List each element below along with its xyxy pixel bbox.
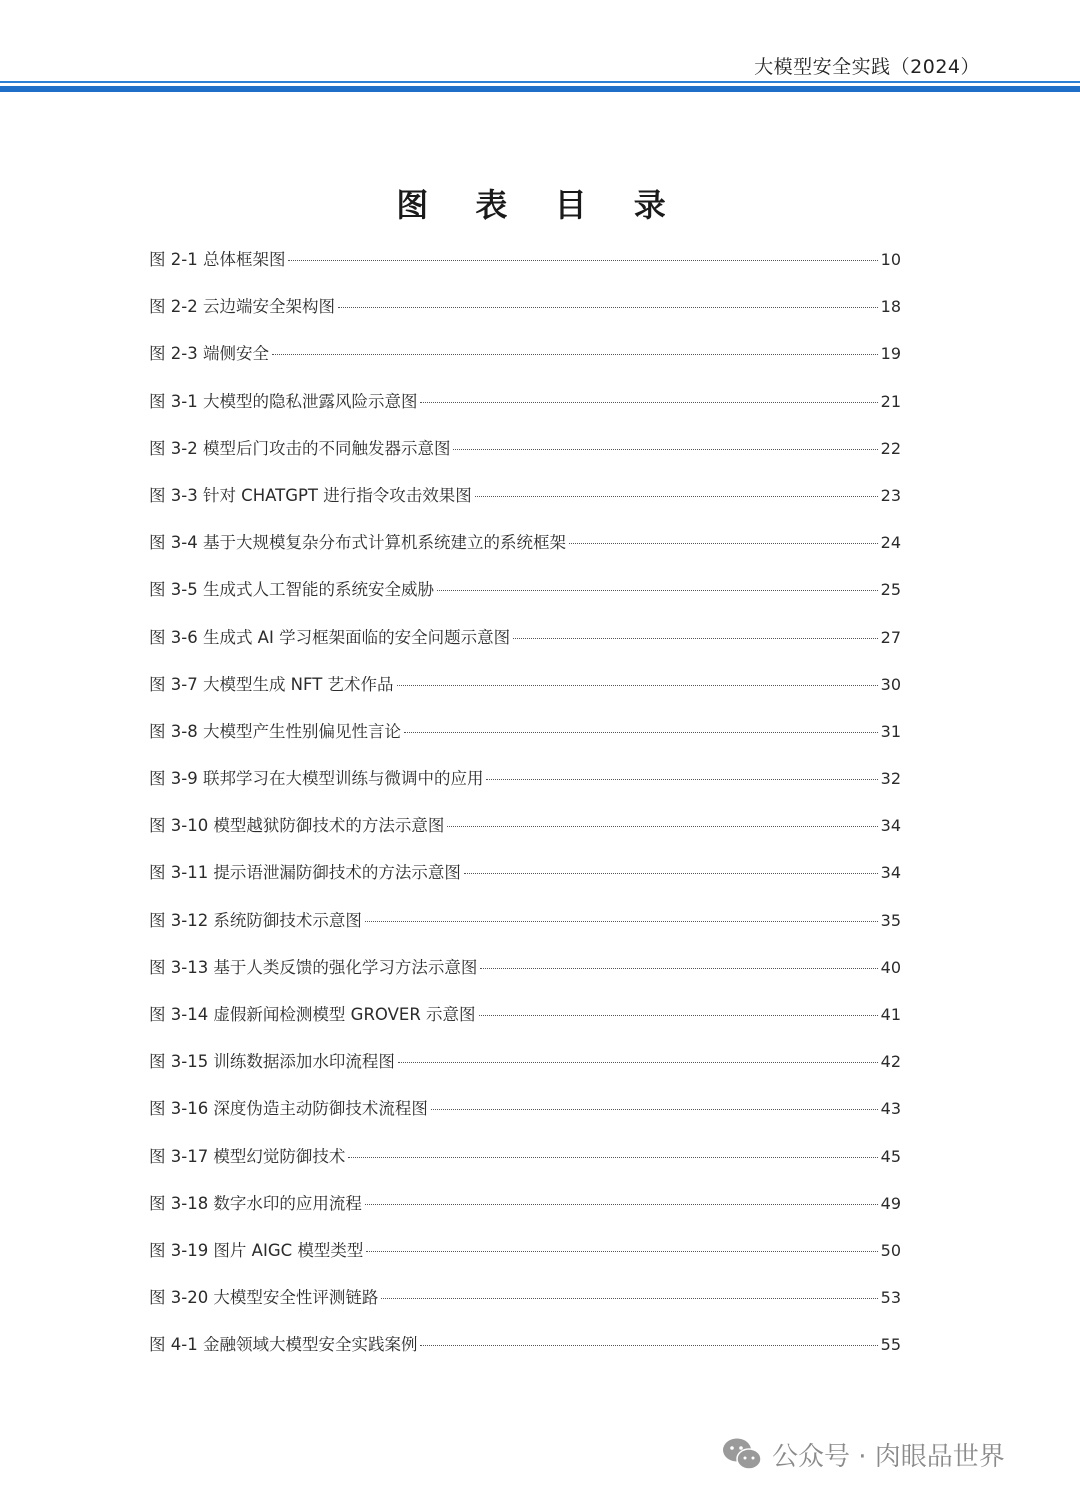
toc-entry[interactable] [149, 1000, 901, 1047]
toc-dot-leader [420, 402, 877, 403]
toc-entry-page-number: 34 [880, 816, 901, 836]
toc-entry-page-number: 35 [880, 910, 901, 930]
toc-entry[interactable] [149, 481, 901, 528]
toc-entry-label: 图 3-16 深度伪造主动防御技术流程图 [149, 1099, 428, 1119]
toc-entry-page-number: 21 [880, 391, 901, 411]
toc-entry[interactable] [149, 339, 901, 386]
toc-dot-leader [348, 1157, 877, 1158]
figure-list [149, 245, 901, 1378]
toc-entry[interactable] [149, 575, 901, 622]
toc-dot-leader [475, 496, 878, 497]
header-rule-thick [0, 86, 1080, 92]
toc-entry-page-number: 27 [880, 627, 901, 647]
toc-entry-page-number: 41 [880, 1005, 901, 1024]
toc-entry-page-number: 43 [880, 1099, 901, 1119]
toc-entry[interactable] [149, 811, 901, 858]
toc-entry[interactable] [149, 434, 901, 481]
toc-entry[interactable] [149, 858, 901, 905]
toc-entry-label: 图 3-10 模型越狱防御技术的方法示意图 [149, 816, 445, 836]
toc-entry-page-number: 24 [880, 533, 901, 553]
watermark-text: 公众号 · 肉眼品世界 [772, 1441, 1005, 1472]
toc-dot-leader [480, 968, 877, 969]
toc-dot-leader [486, 779, 877, 780]
toc-entry[interactable] [149, 1283, 901, 1330]
toc-entry-page-number: 30 [880, 674, 901, 694]
toc-dot-leader [464, 873, 878, 874]
toc-dot-leader [569, 543, 878, 544]
toc-entry-label: 图 2-3 端侧安全 [149, 344, 269, 364]
toc-dot-leader [288, 260, 877, 261]
toc-entry[interactable] [149, 528, 901, 575]
toc-entry-page-number: 34 [880, 863, 901, 883]
toc-entry-label: 图 3-15 训练数据添加水印流程图 [149, 1052, 395, 1072]
toc-entry[interactable] [149, 953, 901, 1000]
toc-entry[interactable] [149, 670, 901, 717]
toc-entry-label: 图 2-1 总体框架图 [149, 250, 286, 269]
toc-entry-label: 图 3-6 生成式 AI 学习框架面临的安全问题示意图 [149, 627, 511, 647]
toc-dot-leader [513, 638, 878, 639]
toc-entry-label: 图 3-18 数字水印的应用流程 [149, 1193, 362, 1213]
toc-dot-leader [366, 1251, 877, 1252]
toc-entry-label: 图 3-4 基于大规模复杂分布式计算机系统建立的系统框架 [149, 533, 566, 553]
toc-entry-label: 图 3-14 虚假新闻检测模型 GROVER 示意图 [149, 1005, 476, 1024]
toc-entry-page-number: 22 [880, 438, 901, 458]
toc-entry-label: 图 3-8 大模型产生性别偏见性言论 [149, 721, 401, 741]
toc-entry[interactable] [149, 1189, 901, 1236]
toc-entry[interactable] [149, 245, 901, 292]
toc-entry-label: 图 3-5 生成式人工智能的系统安全威胁 [149, 580, 434, 600]
toc-entry-page-number: 18 [880, 297, 901, 317]
toc-entry-label: 图 3-1 大模型的隐私泄露风险示意图 [149, 391, 418, 411]
toc-entry-label: 图 3-3 针对 CHATGPT 进行指令攻击效果图 [149, 485, 472, 505]
toc-entry-label: 图 3-20 大模型安全性评测链路 [149, 1288, 379, 1308]
toc-dot-leader [397, 685, 878, 686]
toc-entry-label: 图 3-9 联邦学习在大模型训练与微调中的应用 [149, 769, 484, 789]
running-header-title: 大模型安全实践（2024） [754, 56, 980, 78]
header-rule-thin [0, 81, 1080, 83]
toc-entry[interactable] [149, 387, 901, 434]
toc-entry-page-number: 42 [880, 1052, 901, 1072]
watermark [722, 1432, 1005, 1476]
toc-entry[interactable] [149, 292, 901, 339]
toc-entry-label: 图 3-17 模型幻觉防御技术 [149, 1146, 346, 1166]
toc-entry-page-number: 40 [880, 957, 901, 977]
toc-entry-label: 图 3-11 提示语泄漏防御技术的方法示意图 [149, 863, 461, 883]
toc-entry-label: 图 2-2 云边端安全架构图 [149, 297, 335, 317]
toc-entry-page-number: 53 [880, 1288, 901, 1308]
toc-dot-leader [437, 590, 878, 591]
toc-dot-leader [398, 1062, 878, 1063]
toc-entry-page-number: 31 [880, 721, 901, 741]
toc-entry-label: 图 3-12 系统防御技术示意图 [149, 910, 362, 930]
toc-dot-leader [453, 449, 877, 450]
toc-entry[interactable] [149, 1047, 901, 1094]
toc-entry-page-number: 55 [880, 1335, 901, 1355]
toc-dot-leader [365, 921, 878, 922]
toc-dot-leader [272, 354, 878, 355]
toc-dot-leader [479, 1015, 878, 1016]
toc-entry[interactable] [149, 764, 901, 811]
toc-entry-page-number: 49 [880, 1193, 901, 1213]
toc-entry[interactable] [149, 1236, 901, 1283]
toc-entry[interactable] [149, 717, 901, 764]
page-title: 图 表 目 录 [396, 186, 684, 224]
toc-dot-leader [365, 1204, 878, 1205]
toc-entry-page-number: 23 [880, 485, 901, 505]
toc-dot-leader [404, 732, 878, 733]
toc-dot-leader [447, 826, 877, 827]
toc-entry-page-number: 50 [880, 1240, 901, 1260]
toc-entry-label: 图 3-7 大模型生成 NFT 艺术作品 [149, 674, 394, 694]
toc-entry-label: 图 4-1 金融领域大模型安全实践案例 [149, 1335, 418, 1355]
toc-entry[interactable] [149, 906, 901, 953]
toc-entry[interactable] [149, 1094, 901, 1141]
toc-entry-label: 图 3-13 基于人类反馈的强化学习方法示意图 [149, 957, 478, 977]
toc-entry-page-number: 25 [880, 580, 901, 600]
toc-entry-page-number: 45 [880, 1146, 901, 1166]
toc-dot-leader [420, 1345, 877, 1346]
toc-entry[interactable] [149, 1330, 901, 1377]
toc-entry-page-number: 10 [880, 250, 901, 269]
toc-entry[interactable] [149, 623, 901, 670]
toc-entry-page-number: 32 [880, 769, 901, 789]
toc-dot-leader [381, 1298, 877, 1299]
wechat-icon [722, 1437, 762, 1471]
toc-entry-label: 图 3-2 模型后门攻击的不同触发器示意图 [149, 438, 451, 458]
toc-entry-label: 图 3-19 图片 AIGC 模型类型 [149, 1240, 364, 1260]
toc-dot-leader [338, 307, 878, 308]
toc-dot-leader [431, 1109, 878, 1110]
toc-entry[interactable] [149, 1142, 901, 1189]
toc-entry-page-number: 19 [880, 344, 901, 364]
